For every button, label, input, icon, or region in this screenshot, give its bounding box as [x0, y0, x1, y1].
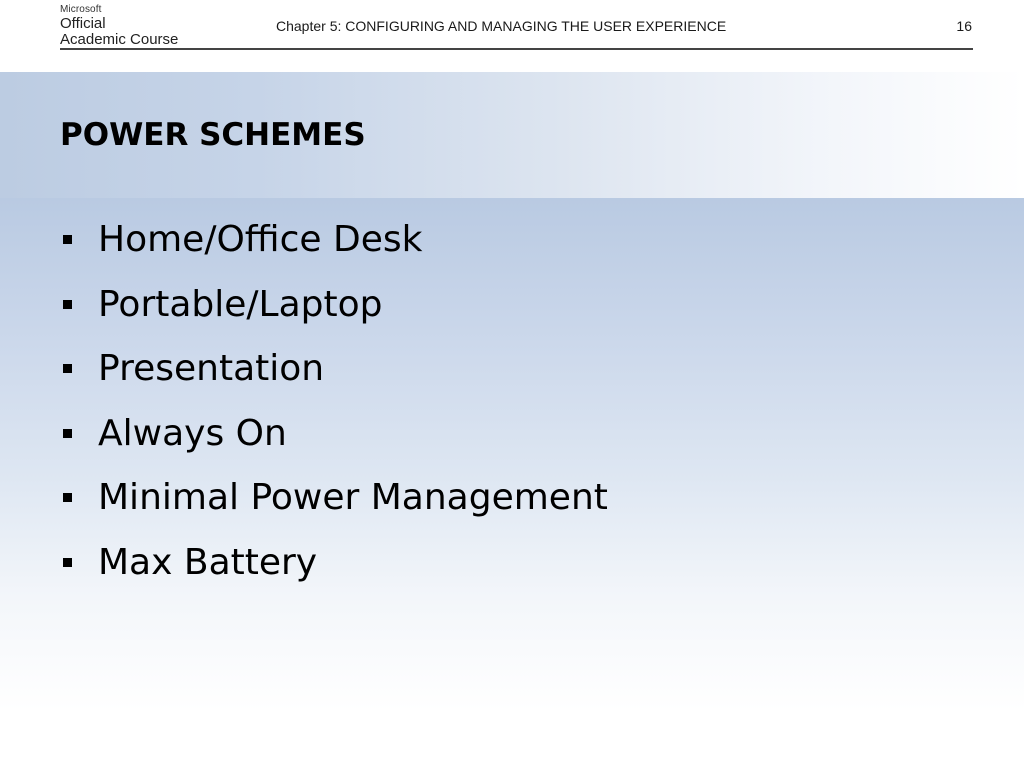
square-bullet-icon: [63, 558, 72, 567]
square-bullet-icon: [63, 300, 72, 309]
bullet-item: [60, 214, 608, 279]
bullet-text: Always On: [98, 412, 287, 454]
slide-header: [0, 0, 1024, 72]
logo-line-1: Official: [60, 15, 106, 32]
bullet-item: [60, 343, 608, 408]
page-number: 16: [956, 18, 972, 34]
microsoft-official-academic-course-logo: [60, 4, 200, 48]
chapter-title: Chapter 5: CONFIGURING AND MANAGING THE USER EXPERIENCE: [276, 18, 727, 34]
square-bullet-icon: [63, 235, 72, 244]
bullet-text: Portable/Laptop: [98, 283, 383, 325]
bullet-item: [60, 472, 608, 537]
logo-brand: Microsoft: [60, 4, 102, 15]
bullet-item: [60, 537, 608, 602]
bullet-text: Minimal Power Management: [98, 477, 608, 518]
square-bullet-icon: [63, 364, 72, 373]
bullet-text: Home/Office Desk: [98, 219, 423, 260]
square-bullet-icon: [63, 493, 72, 502]
square-bullet-icon: [63, 429, 72, 438]
bullet-text: Max Battery: [98, 541, 318, 583]
bullet-item: [60, 279, 608, 344]
slide-title: POWER SCHEMES: [60, 117, 366, 153]
bullet-item: [60, 408, 608, 473]
bullet-text: Presentation: [98, 348, 325, 389]
logo-line-2: Academic Course: [60, 31, 179, 48]
bullet-list: [60, 214, 608, 601]
header-divider: [60, 48, 973, 50]
